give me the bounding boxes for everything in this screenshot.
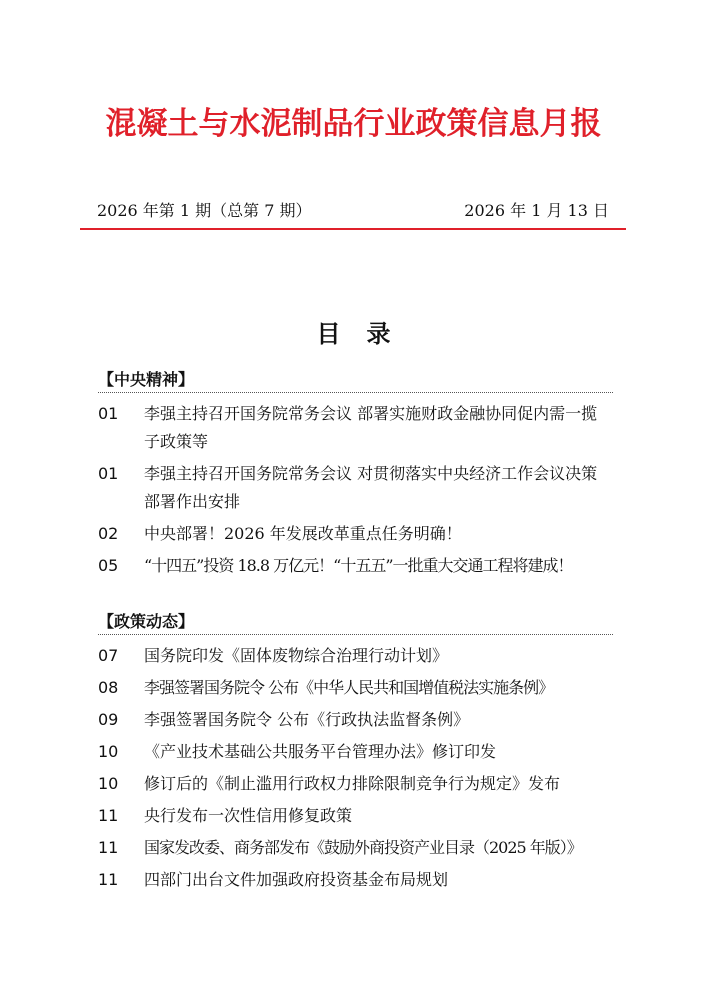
toc-entry-title[interactable]: 央行发布一次性信用修复政策 <box>144 806 353 825</box>
toc-entry[interactable] <box>98 802 613 830</box>
toc-entry[interactable] <box>98 770 613 798</box>
toc-entry-page: 09 <box>98 710 119 729</box>
toc-heading: 目录 <box>316 319 417 348</box>
section-heading: 【政策动态】 <box>98 611 613 635</box>
toc-entry-page: 08 <box>98 678 119 697</box>
toc-entry-page: 01 <box>98 404 119 423</box>
issue-number: 2026 年第 1 期（总第 7 期） <box>97 201 312 220</box>
toc-entry[interactable] <box>98 400 613 456</box>
toc-entry-page: 01 <box>98 464 119 483</box>
toc-entry-page: 02 <box>98 524 119 543</box>
toc-entry-title[interactable]: 李强主持召开国务院常务会议 部署实施财政金融协同促内需一揽子政策等 <box>144 404 598 451</box>
toc-entry-title[interactable]: 李强签署国务院令 公布《中华人民共和国增值税法实施条例》 <box>144 678 554 697</box>
toc-entry[interactable] <box>98 834 613 862</box>
section-policy-news <box>98 611 613 898</box>
toc-entry-title[interactable]: 国务院印发《固体废物综合治理行动计划》 <box>144 646 449 665</box>
toc-entry[interactable] <box>98 520 613 548</box>
toc-entry-title[interactable]: 国家发改委、商务部发布《鼓励外商投资产业目录（2025 年版）》 <box>144 838 582 857</box>
toc-entry[interactable] <box>98 706 613 734</box>
toc-entry-page: 11 <box>98 806 119 825</box>
toc-entry[interactable] <box>98 552 613 580</box>
issue-row <box>97 198 609 222</box>
toc-entry-title[interactable]: 四部门出台文件加强政府投资基金布局规划 <box>144 870 449 889</box>
toc-entry-page: 10 <box>98 774 119 793</box>
toc-entry-title[interactable]: 修订后的《制止滥用行政权力排除限制竞争行为规定》发布 <box>144 774 561 793</box>
toc-entry-title[interactable]: “十四五”投资 18.8 万亿元！“十五五”一批重大交通工程将建成！ <box>144 556 573 575</box>
toc-entry-title[interactable]: 《产业技术基础公共服务平台管理办法》修订印发 <box>144 742 497 761</box>
toc-entry-title[interactable]: 李强主持召开国务院常务会议 对贯彻落实中央经济工作会议决策部署作出安排 <box>144 464 598 511</box>
toc-entry[interactable] <box>98 642 613 670</box>
toc-entry-page: 05 <box>98 556 119 575</box>
toc-entry[interactable] <box>98 738 613 766</box>
toc-entry-title[interactable]: 李强签署国务院令 公布《行政执法监督条例》 <box>144 710 470 729</box>
toc-entry-page: 07 <box>98 646 119 665</box>
toc-entry[interactable] <box>98 674 613 702</box>
toc-entry-page: 11 <box>98 838 119 857</box>
toc-entry-title[interactable]: 中央部署！2026 年发展改革重点任务明确！ <box>144 524 462 543</box>
toc-entry-page: 11 <box>98 870 119 889</box>
issue-date: 2026 年 1 月 13 日 <box>464 201 609 220</box>
toc-entry[interactable] <box>98 866 613 894</box>
toc-entry-page: 10 <box>98 742 119 761</box>
section-central-spirit <box>98 369 613 584</box>
report-title: 混凝土与水泥制品行业政策信息月报 <box>105 106 602 142</box>
header-divider <box>80 228 626 230</box>
section-heading: 【中央精神】 <box>98 369 613 393</box>
toc-entry[interactable] <box>98 460 613 516</box>
